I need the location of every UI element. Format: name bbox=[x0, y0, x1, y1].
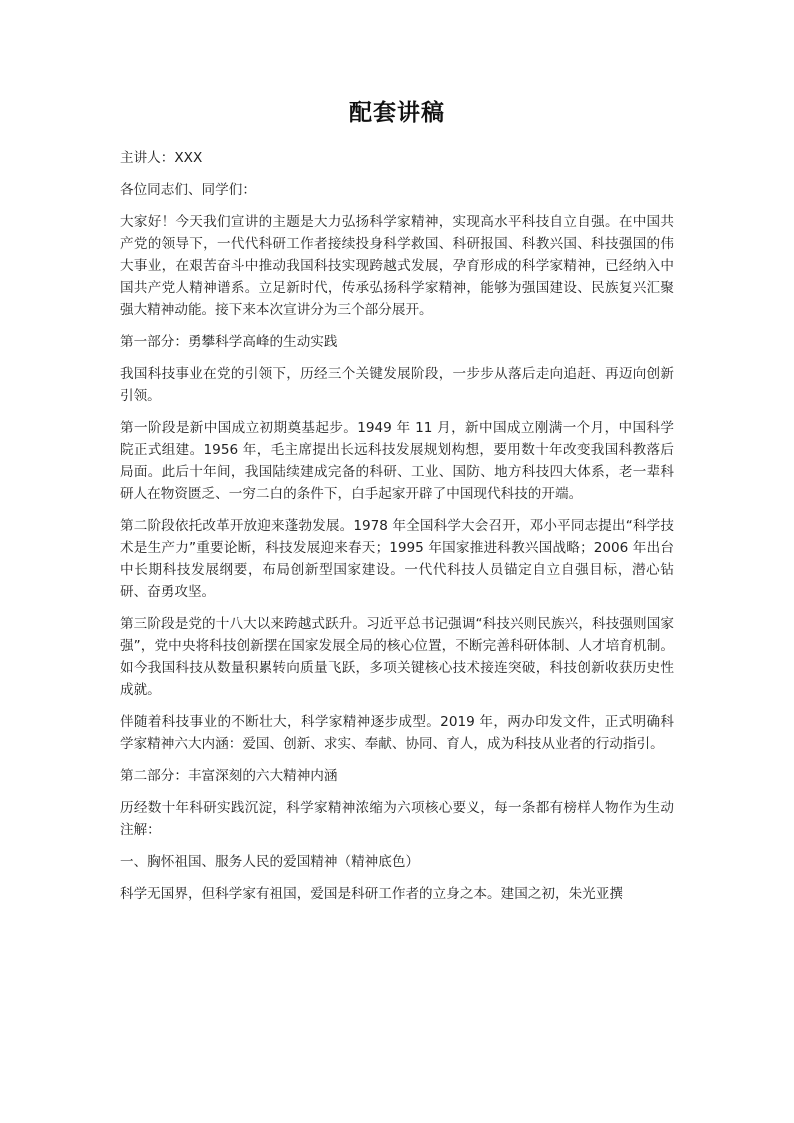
body-paragraph: 科学无国界，但科学家有祖国，爱国是科研工作者的立身之本。建国之初，朱光亚撰 bbox=[120, 886, 623, 902]
body-paragraph: 第三阶段是党的十八大以来跨越式跃升。习近平总书记强调“科技兴则民族兴，科技强则国家强”，党中央将科技创新摆在国家发展全局的核心位置，不断完善科研体制、人才培育机制。如今我国科技从数量积累转向质量飞跃，多项关键核心技术接连突破，科技创新收获历史性成就。 bbox=[120, 616, 674, 698]
body-paragraph: 历经数十年科研实践沉淀，科学家精神浓缩为六项核心要义，每一条都有榜样人物作为生动注解： bbox=[120, 800, 674, 838]
speaker-line: 主讲人：XXX bbox=[120, 150, 203, 166]
section-heading-part-one: 第一部分：勇攀科学高峰的生动实践 bbox=[120, 334, 338, 350]
body-paragraph: 第二阶段依托改革开放迎来蓬勃发展。1978 年全国科学大会召开，邓小平同志提出“科学技术是生产力”重要论断，科技发展迎来春天；1995 年国家推进科教兴国战略；2006 年出台中长期科技发展纲要，布局创新型国家建设。一代代科技人员锚定自立自强目标，潜心钻研、奋勇攻坚。 bbox=[120, 518, 674, 600]
body-paragraph: 第一阶段是新中国成立初期奠基起步。1949 年 11 月，新中国成立刚满一个月，中国科学院正式组建。1956 年，毛主席提出长远科技发展规划构想，要用数十年改变我国科教落后局面。此后十年间，我国陆续建成完备的科研、工业、国防、地方科技四大体系，老一辈科研人在物资匮乏、一穷二白的条件下，白手起家开辟了中国现代科技的开端。 bbox=[120, 420, 674, 502]
salutation-paragraph: 各位同志们、同学们： bbox=[120, 182, 256, 198]
body-paragraph: 我国科技事业在党的引领下，历经三个关键发展阶段，一步步从落后走向追赶、再迈向创新引领。 bbox=[120, 366, 674, 404]
document-title: 配套讲稿 bbox=[349, 100, 445, 126]
section-heading-part-two: 第二部分：丰富深刻的六大精神内涵 bbox=[120, 768, 338, 784]
document-body bbox=[120, 147, 674, 915]
body-paragraph: 伴随着科技事业的不断壮大，科学家精神逐步成型。2019 年，两办印发文件，正式明确科学家精神六大内涵：爱国、创新、求实、奉献、协同、育人，成为科技从业者的行动指引。 bbox=[120, 714, 674, 752]
intro-paragraph: 大家好！今天我们宣讲的主题是大力弘扬科学家精神，实现高水平科技自立自强。在中国共产党的领导下，一代代科研工作者接续投身科学救国、科研报国、科教兴国、科技强国的伟大事业，在艰苦奋斗中推动我国科技实现跨越式发展，孕育形成的科学家精神，已经纳入中国共产党人精神谱系。立足新时代，传承弘扬科学家精神，能够为强国建设、民族复兴汇聚强大精神动能。接下来本次宣讲分为三个部分展开。 bbox=[120, 214, 674, 318]
subsection-heading: 一、胸怀祖国、服务人民的爱国精神（精神底色） bbox=[120, 854, 420, 870]
